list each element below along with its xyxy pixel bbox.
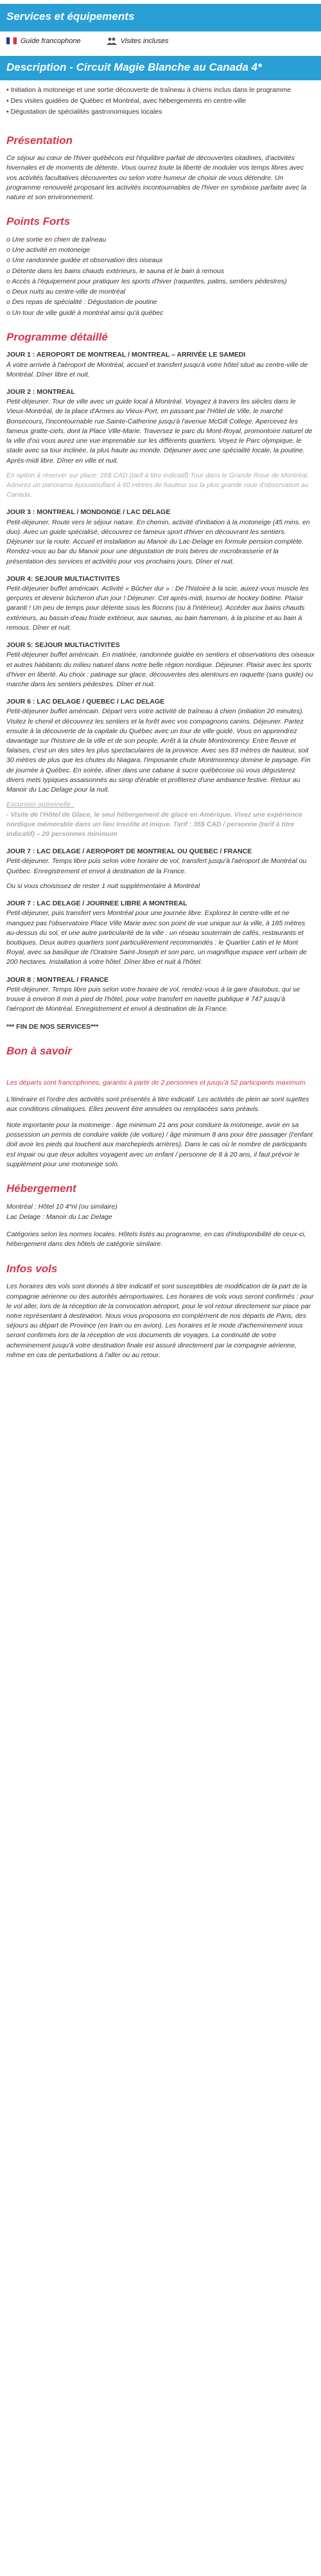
- day-body: Petit-déjeuner. Tour de ville avec un guide local à Montréal. Voyagez à travers les siècles dans le Vieux-Montréal, de la place d'Armes au Vieux-Port, en passant par l'Hôtel de Ville, le marché Bonsecours, l'incontournable rue Sainte-Catherine jusqu'à l'avenue McGill College. Apercevez les fameux gratte-ciels, dont la Place Ville-Marie. Traversez le parc du Mont-Royal, promontoire naturel de la ville d'où vous aurez une vue imprenable sur les différents quartiers. Voyez le Parc olympique, le stade avec sa tour inclinée, la plus haute au monde. Déjeuner avec une spécialité locale, la poutine. Après-midi libre. Dîner en ville et nuit.: [6, 398, 313, 465]
- description-title: Description - Circuit Magie Blanche au Canada 4*: [6, 60, 262, 73]
- group-icon: [107, 37, 117, 45]
- visits-item: [107, 37, 169, 47]
- programme-heading: Programme détaillé: [6, 330, 108, 343]
- programme-day: [6, 975, 315, 1015]
- list-item: o Une sortie en chien de traîneau: [6, 236, 107, 244]
- programme-day: [6, 508, 315, 566]
- hebergement-list: [6, 1202, 315, 1222]
- day-title: JOUR 1 : AEROPORT DE MONTREAL / MONTREAL – ARRIVÉE LE SAMEDI: [6, 351, 246, 359]
- french-flag-icon: [6, 37, 17, 44]
- day-body: Petit-déjeuner. Route vers le séjour nature. En chemin, activité d'initiation à la motoneige (45 mins. en duo). Avec un guide spécialisé, découvrez ce fameux sport d'hiver en découvrant les sentiers. Déjeuner sur la route. Accueil et installation au Manoir du Lac-Delage en formule pension complète. Rendez-vous au bar du Manoir pour une dégustation de trois bières de microbrasserie et la présentation des services et activités pour vos prochains jours. Dîner et nuit.: [6, 518, 310, 565]
- day-title: *** FIN DE NOS SERVICES***: [6, 1022, 99, 1031]
- day-title: JOUR 4: SEJOUR MULTIACTIVITES: [6, 574, 120, 583]
- infos-vols-text: Les horaires des vols sont donnés à titre indicatif et sont susceptibles de modification de la part de la compagnie aérienne ou des autorités aéroportuaires. Les horaires de vols vous seront confirmés : pour le vol aller, lors de la réception de la convocation aéroport, pour le vol retour directement sur place par notre représentant à destination. Nous vous proposons en complément de nos départs de Paris, des séjours au départ de Province (en train ou en avion). Les horaires et le mode d'acheminement vous seront confirmés lors de la réception de vos documents de voyages. La continuité de votre acheminement jusqu'à votre destination finale est assuré directement par la compagnie aérienne, même en cas de perturbations à l'aller ou au retour.: [6, 1283, 314, 1359]
- services-header: [0, 4, 321, 31]
- description-bullets: [0, 80, 321, 121]
- warning-text: Les départs sont francophones, garantis à partir de 2 personnes et jusqu'à 52 participants maximum.: [6, 1079, 308, 1087]
- day-body: À votre arrivée à l'aéroport de Montréal, accueil et transfert jusqu'à votre hôtel situé au centre-ville de Montréal. Dîner libre et nuit.: [6, 360, 308, 378]
- programme-day: [6, 697, 315, 839]
- programme-day: [6, 1022, 315, 1032]
- list-item: Montréal : Hôtel 10 4*nl (ou similaire): [6, 1202, 117, 1211]
- programme-day: [6, 899, 315, 968]
- bon-savoir-heading: Bon à savoir: [6, 1044, 73, 1057]
- day-body: Petit-déjeuner buffet américain. Activité « Bûcher dur » : De l'histoire à la scie, auxez-vous muscle les gerçures et devenir bûcheron d'un jour ! Déjeuner. Cet après-midi, tournoi de hockey bottine. Plaisir garanti ! Un peu de temps pour détente sous les flocons (ou à l'intérieur). Accéder aux bains chauds extérieurs, au bassin d'eau froide extérieur, aux saunas, au bain hammam, à la piscine et au bain à remous. Dîner et nuit.: [6, 584, 309, 632]
- bon-savoir-text: Note importante pour la motoneige : âge minimum 21 ans pour conduire la motoneige, avoir en sa possession un permis de conduire valide (de voiture) / âge minimum 8 ans pour être passager (l'enfant doit avoir les pieds qui touchent aux marchepieds arrières). Dans le cas où le nombre de participants est impair ou que deux adultes voyagent avec un enfant / personne de 8 à 20 ans, il faut prévoir le supplément pour une motoneige solo.: [6, 1121, 313, 1168]
- guide-label: Guide francophone: [21, 37, 81, 45]
- guide-item: [6, 37, 81, 47]
- day-title: JOUR 6 : LAC DELAGE / QUEBEC / LAC DELAGE: [6, 698, 165, 706]
- day-title: JOUR 2 : MONTREAL: [6, 388, 75, 396]
- day-body: Petit-déjeuner buffet américain. En matinée, randonnée guidée en sentiers et observations des oiseaux et autres habitants du milieu naturel dans notre belle région nordique. Déjeuner. Plaisir avec les sports d'hiver en liberté. Au choix : patinage sur glace, découvertes des alentours en raquette (sans guide) ou marche dans les sentiers pédestres. Dîner et nuit.: [6, 651, 315, 688]
- day-option: - Visite de l'Hôtel de Glace, le seul hébergement de glace en Amérique. Vivez une expérience nordique mémorable dans un lieu insolite et inique. Tarif : 35$ CAD / personne (tarif à titre indicatif) – 20 personnes minimum: [6, 810, 302, 839]
- services-strip: [0, 31, 321, 52]
- programme-day: [6, 641, 315, 689]
- day-title: JOUR 5: SEJOUR MULTIACTIVITES: [6, 641, 120, 650]
- services-title: Services et équipements: [6, 10, 135, 22]
- day-option-label: Excursion optionnelle :: [6, 801, 74, 809]
- visits-label: Visites incluses: [120, 37, 169, 45]
- description-bullet: • Des visites guidées de Québec et Montréal, avec hébergements en centre-ville: [6, 97, 247, 105]
- programme-day: [6, 847, 315, 891]
- points-forts-heading: Points Forts: [6, 215, 71, 228]
- points-forts-list: [6, 235, 315, 318]
- presentation-text: Ce séjour au cœur de l'hiver québécois est l'équilibre parfait de découvertes citadines, d'activités hivernales et de moments de détente. Vous ourrez toute la liberté de moduler vos temps libres avec vos activités facultatives découvertes ou selon votre humeur de choisir de vous détendre. Un programme renouvelé proposant les activités incontournables de l'hiver en symbiose parfaite avec la nature et son environnement.: [6, 154, 307, 202]
- day-title: JOUR 7 : LAC DELAGE / AEROPORT DE MONTREAL OU QUEBEC / FRANCE: [6, 848, 252, 856]
- hebergement-heading: Hébergement: [6, 1182, 76, 1195]
- day-body: Petit-déjeuner. Temps libre puis selon votre horaire de vol, transfert jusqu'à l'aéroport de Montréal ou Québec. Enregistrement et envol à destination de la France.: [6, 857, 307, 875]
- day-option: En option à réserver sur place: 26$ CAD (tarif à titre indicatif) Tour dans le Grande Roue de Montréal. Admirez un panorama époustouflant à 60 mètres de hauteur sur la plus grande roue d'observation au Canada.: [6, 471, 309, 499]
- list-item: o Une randonnée guidée et observation des oiseaux: [6, 256, 163, 265]
- infos-vols-heading: Infos vols: [6, 1262, 58, 1275]
- day-title: JOUR 8 : MONTREAL / FRANCE: [6, 975, 109, 984]
- programme-day: [6, 387, 315, 500]
- list-item: o Une activité en motoneige: [6, 246, 91, 254]
- description-bullet: • Initiation à motoneige et une sortie découverte de traîneau à chiens inclus dans le programme: [6, 85, 291, 94]
- list-item: o Accès à l'équipement pour pratiquer les sports d'hiver (raquettes, patins, sentiers pédestres): [6, 277, 287, 285]
- hebergement-text: Catégories selon les normes locales. Hôtels listés au programme, en cas d'indisponibilité de ceux-ci, hébergement dans des hôtels de catégorie similaire.: [6, 1230, 306, 1248]
- description-header: [0, 56, 321, 80]
- day-body: Petit-déjeuner buffet américain. Départ vers votre activité de traîneau à chien (initiation 20 minutes). Visitez le chenil et découvrez les sentiers et la forêt avec vos compagnons canins. Déjeuner. Partez ensuite à la découverte de la capitale du Québec avec un tour de ville guidé. Vous en apprendrez davantage sur l'histoire de la ville et de son peuple. Arrêt à la chute Montmorency. Entre fleuve et falaises, c'est un des sites les plus spectaculaires de la province. Avec ses 83 mètres de hauteur, soit 30 mètres de plus que les chutes du Niagara, l'imposante chute Montmorency domine le paysage. Fin de journée à Québec. En soirée, dîner dans une cabane à sucre québécoise où vous dégusterez divers mets typiques assaisonnés au sirop d'érable et profiterez d'une ambiance festive. Retour au Manoir du Lac Delage pour la nuit.: [6, 707, 311, 794]
- programme-day: [6, 350, 315, 380]
- day-note: Ou si vous choisissez de rester 1 nuit supplémentaire à Montréal: [6, 882, 200, 890]
- day-title: JOUR 3 : MONTREAL / MONDONGE / LAC DELAGE: [6, 508, 171, 517]
- list-item: Lac Delage : Manoir du Lac Delage: [6, 1212, 112, 1221]
- day-title: JOUR 7 : LAC DELAGE / JOURNEE LIBRE A MONTREAL: [6, 900, 187, 908]
- list-item: o Un tour de ville guidé à montréal ainsi qu'à québec: [6, 308, 164, 317]
- presentation-heading: Présentation: [6, 134, 73, 147]
- day-body: Petit-déjeuner, puis transfert vers Montréal pour une journée libre. Explorez le centre-ville et ne manquez pas l'observatoire Place Ville Marie avec son point de vue unique sur la ville, à 185 mètres au-dessus du sol, et une autre particularité de la ville : un réseau souterrain de cafés, restaurants et boutiques. Deux autres quartiers sont particulièrement recommandés : le Quartier Latin et le Mont Royal, avec sa basilique de l'Oratoire Saint-Joseph et son parc, un magnifique espace vert urbain de 200 hectares. Installation à votre hôtel. Dîner libre et nuit à l'hôtel.: [6, 909, 307, 966]
- day-body: Petit-déjeuner. Temps libre puis selon votre horaire de vol, rendez-vous à la gare d'autobus, qui se trouve à environ 8 min à pied de l'hôtel, pour votre transfert en navette publique # 747 jusqu'à l'aéroport de Montréal. Enregistrement et envol à destination de la France.: [6, 985, 300, 1013]
- list-item: o Deux nuits au centre-ville de montréal: [6, 288, 126, 296]
- list-item: o Détente dans les bains chauds extérieurs, le sauna et le bain à remous: [6, 267, 225, 275]
- description-bullet: • Dégustation de spécialités gastronomiques locales: [6, 108, 162, 116]
- list-item: o Des repas de spécialité : Dégustation de poutine: [6, 298, 157, 306]
- programme-day: [6, 574, 315, 633]
- bon-savoir-text: L'itinéraire et l'ordre des activités sont présentés à titre indicatif. Les activités de plein air sont sujettes aux conditions climatiques. Elles peuvent être annulées ou remplacées sans préavis.: [6, 1095, 309, 1113]
